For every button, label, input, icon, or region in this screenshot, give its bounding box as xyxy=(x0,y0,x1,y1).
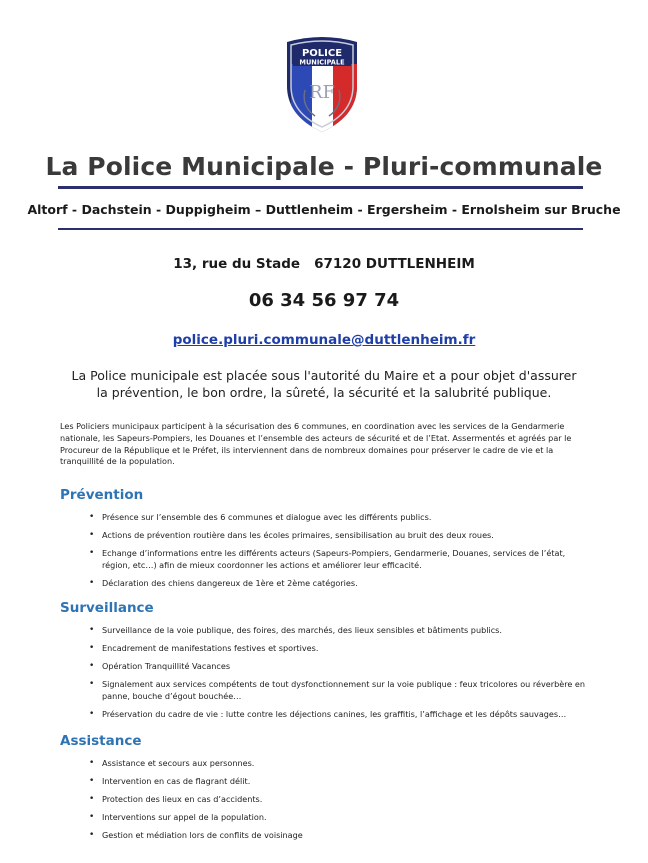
bullet-icon: • xyxy=(89,776,95,786)
title-divider xyxy=(58,186,583,189)
email-link[interactable]: police.pluri.communale@duttlenheim.fr xyxy=(172,332,476,348)
bullet-icon: • xyxy=(89,530,95,540)
address: 13, rue du Stade 67120 DUTTLENHEIM xyxy=(173,256,475,272)
list-item: • Protection des lieux en cas d’accidents. xyxy=(89,794,263,804)
bullet-icon: • xyxy=(89,512,95,522)
list-item: • Présence sur l’ensemble des 6 communes et dialogue avec les différents publics. xyxy=(89,512,432,522)
bullet-icon: • xyxy=(89,661,95,671)
bullet-icon: • xyxy=(89,548,95,558)
surveillance-list xyxy=(86,624,586,726)
bullet-icon: • xyxy=(89,578,95,588)
list-item: • Opération Tranquillité Vacances xyxy=(89,661,231,671)
bullet-icon: • xyxy=(89,794,95,804)
phone-number: 06 34 56 97 74 xyxy=(248,290,400,311)
assistance-list xyxy=(86,757,586,847)
section-title-surveillance: Surveillance xyxy=(60,600,154,616)
bullet-icon: • xyxy=(89,625,95,635)
list-item: • Encadrement de manifestations festives et sportives. xyxy=(89,643,319,653)
list-item: • Surveillance de la voie publique, des foires, des marchés, des lieux sensibles et bâtiments publics. xyxy=(89,625,502,635)
section-title-assistance: Assistance xyxy=(60,733,142,749)
communes-divider xyxy=(58,228,583,230)
prevention-list xyxy=(86,511,586,595)
communes-list: Altorf - Dachstein - Duppigheim – Duttlenheim - Ergersheim - Ernolsheim sur Bruche xyxy=(27,202,621,217)
list-item: • Préservation du cadre de vie : lutte contre les déjections canines, les graffitis, l’affichage et les dépôts sauvages… xyxy=(89,709,567,719)
list-item: • Actions de prévention routière dans les écoles primaires, sensibilisation au bruit des deux roues. xyxy=(89,530,494,540)
logo-line2: MUNICIPALE xyxy=(299,58,345,67)
bullet-icon: • xyxy=(89,758,95,768)
logo-monogram: RF xyxy=(308,82,336,103)
page-title: La Police Municipale - Pluri-communale xyxy=(45,152,603,181)
list-item: • Interventions sur appel de la population. xyxy=(89,812,267,822)
list-item: • Gestion et médiation lors de conflits de voisinage xyxy=(89,830,303,840)
list-item: • Déclaration des chiens dangereux de 1ère et 2ème catégories. xyxy=(89,578,358,588)
bullet-icon: • xyxy=(89,709,95,719)
list-item: • Assistance et secours aux personnes. xyxy=(89,758,255,768)
section-title-prevention: Prévention xyxy=(60,487,144,503)
list-item: • Intervention en cas de flagrant délit. xyxy=(89,776,251,786)
bullet-icon: • xyxy=(89,643,95,653)
police-municipale-badge-logo xyxy=(281,34,363,134)
bullet-icon: • xyxy=(89,812,95,822)
bullet-icon: • xyxy=(89,679,95,689)
logo-line1: POLICE xyxy=(301,48,343,59)
bullet-icon: • xyxy=(89,830,95,840)
list-item: • Signalement aux services compétents de tout dysfonctionnement sur la voie publique : feux tricolores ou réverbère en panne, bouche d’égout bouchée… xyxy=(89,679,586,701)
intro-paragraph: La Police municipale est placée sous l'autorité du Maire et a pour objet d'assurer la prévention, le bon ordre, la sûreté, la sécurité et la salubrité publique. xyxy=(71,368,577,400)
body-paragraph: Les Policiers municipaux participent à la sécurisation des 6 communes, en coordination avec les services de la Gendarmerie nationale, les Sapeurs-Pompiers, les Douanes et l’ensemble des acteurs de sécurité et de l’Etat. Assermentés et agréés par le Procureur de la République et le Préfet, ils interviennent dans de nombreux domaines pour préserver le cadre de vie et la tranquillité de la population. xyxy=(60,421,572,467)
list-item: • Echange d’informations entre les différents acteurs (Sapeurs-Pompiers, Gendarmerie, Douanes, services de l’état, région, etc…) afin de mieux coordonner les actions et améliorer leur efficacité. xyxy=(89,548,566,570)
